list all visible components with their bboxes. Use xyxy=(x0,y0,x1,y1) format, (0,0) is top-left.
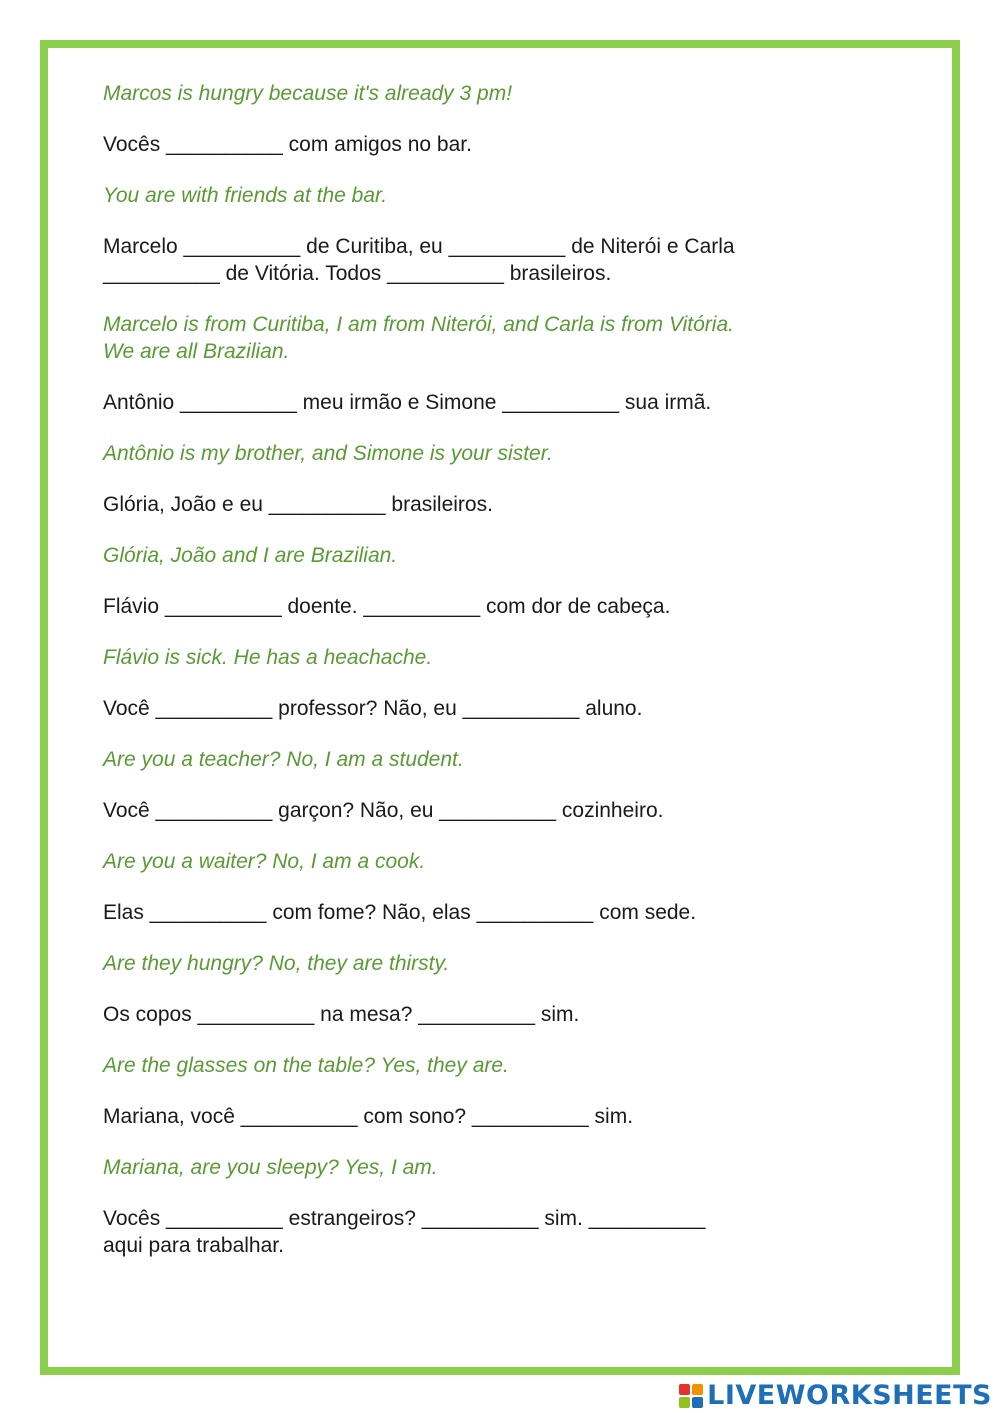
exercise-line: Marcelo __________ de Curitiba, eu __________ de Niterói e Carla xyxy=(103,235,735,258)
exercise-sentence xyxy=(103,131,823,158)
exercise-line: Vocês __________ com amigos no bar. xyxy=(103,133,472,156)
line-spacer xyxy=(103,620,823,644)
line-spacer xyxy=(103,926,823,950)
translation-line: Are they hungry? No, they are thirsty. xyxy=(103,952,450,975)
translation-sentence xyxy=(103,182,823,209)
logo-square-orange xyxy=(692,1384,703,1395)
line-spacer xyxy=(103,467,823,491)
exercise-sentence xyxy=(103,1001,823,1028)
line-spacer xyxy=(103,287,823,311)
logo-square-blue xyxy=(692,1397,703,1408)
liveworksheets-brand xyxy=(679,1380,992,1411)
translation-line: Are you a teacher? No, I am a student. xyxy=(103,748,464,771)
exercise-line: aqui para trabalhar. xyxy=(103,1234,284,1257)
line-spacer xyxy=(103,1181,823,1205)
line-spacer xyxy=(103,875,823,899)
exercise-line: Você __________ professor? Não, eu __________ aluno. xyxy=(103,697,643,720)
translation-line: You are with friends at the bar. xyxy=(103,184,388,207)
line-spacer xyxy=(103,824,823,848)
exercise-sentence xyxy=(103,1205,823,1259)
translation-sentence xyxy=(103,542,823,569)
exercise-line: Elas __________ com fome? Não, elas __________ com sede. xyxy=(103,901,697,924)
line-spacer xyxy=(103,158,823,182)
logo-square-green xyxy=(679,1397,690,1408)
exercise-sentence xyxy=(103,389,823,416)
line-spacer xyxy=(103,977,823,1001)
worksheet-content xyxy=(103,80,823,1259)
translation-sentence xyxy=(103,746,823,773)
translation-line: Flávio is sick. He has a heachache. xyxy=(103,646,433,669)
exercise-line: Glória, João e eu __________ brasileiros. xyxy=(103,493,493,516)
exercise-sentence xyxy=(103,593,823,620)
exercise-sentence xyxy=(103,695,823,722)
line-spacer xyxy=(103,107,823,131)
translation-line: Mariana, are you sleepy? Yes, I am. xyxy=(103,1156,438,1179)
translation-sentence xyxy=(103,311,823,365)
line-spacer xyxy=(103,1079,823,1103)
translation-sentence xyxy=(103,644,823,671)
translation-line: Glória, João and I are Brazilian. xyxy=(103,544,398,567)
translation-sentence xyxy=(103,950,823,977)
line-spacer xyxy=(103,722,823,746)
exercise-sentence xyxy=(103,233,823,287)
exercise-sentence xyxy=(103,491,823,518)
line-spacer xyxy=(103,416,823,440)
exercise-sentence xyxy=(103,797,823,824)
exercise-line: Os copos __________ na mesa? __________ sim. xyxy=(103,1003,580,1026)
liveworksheets-wordmark: LIVEWORKSHEETS xyxy=(707,1380,992,1411)
translation-sentence xyxy=(103,1052,823,1079)
line-spacer xyxy=(103,773,823,797)
logo-square-red xyxy=(679,1384,690,1395)
translation-line: We are all Brazilian. xyxy=(103,340,290,363)
line-spacer xyxy=(103,569,823,593)
exercise-line: Vocês __________ estrangeiros? __________ sim. __________ xyxy=(103,1207,706,1230)
translation-line: Antônio is my brother, and Simone is your sister. xyxy=(103,442,553,465)
exercise-line: __________ de Vitória. Todos __________ brasileiros. xyxy=(103,262,612,285)
line-spacer xyxy=(103,1028,823,1052)
exercise-line: Flávio __________ doente. __________ com dor de cabeça. xyxy=(103,595,671,618)
translation-line: Marcelo is from Curitiba, I am from Niterói, and Carla is from Vitória. xyxy=(103,313,734,336)
translation-line: Marcos is hungry because it's already 3 pm! xyxy=(103,82,513,105)
exercise-sentence xyxy=(103,899,823,926)
translation-line: Are you a waiter? No, I am a cook. xyxy=(103,850,426,873)
line-spacer xyxy=(103,1130,823,1154)
line-spacer xyxy=(103,671,823,695)
liveworksheets-logo-icon xyxy=(679,1384,703,1408)
exercise-sentence xyxy=(103,1103,823,1130)
translation-sentence xyxy=(103,848,823,875)
exercise-line: Antônio __________ meu irmão e Simone __________ sua irmã. xyxy=(103,391,712,414)
line-spacer xyxy=(103,365,823,389)
translation-line: Are the glasses on the table? Yes, they are. xyxy=(103,1054,509,1077)
line-spacer xyxy=(103,209,823,233)
exercise-line: Você __________ garçon? Não, eu __________ cozinheiro. xyxy=(103,799,664,822)
translation-sentence xyxy=(103,80,823,107)
line-spacer xyxy=(103,518,823,542)
translation-sentence xyxy=(103,440,823,467)
translation-sentence xyxy=(103,1154,823,1181)
exercise-line: Mariana, você __________ com sono? __________ sim. xyxy=(103,1105,634,1128)
